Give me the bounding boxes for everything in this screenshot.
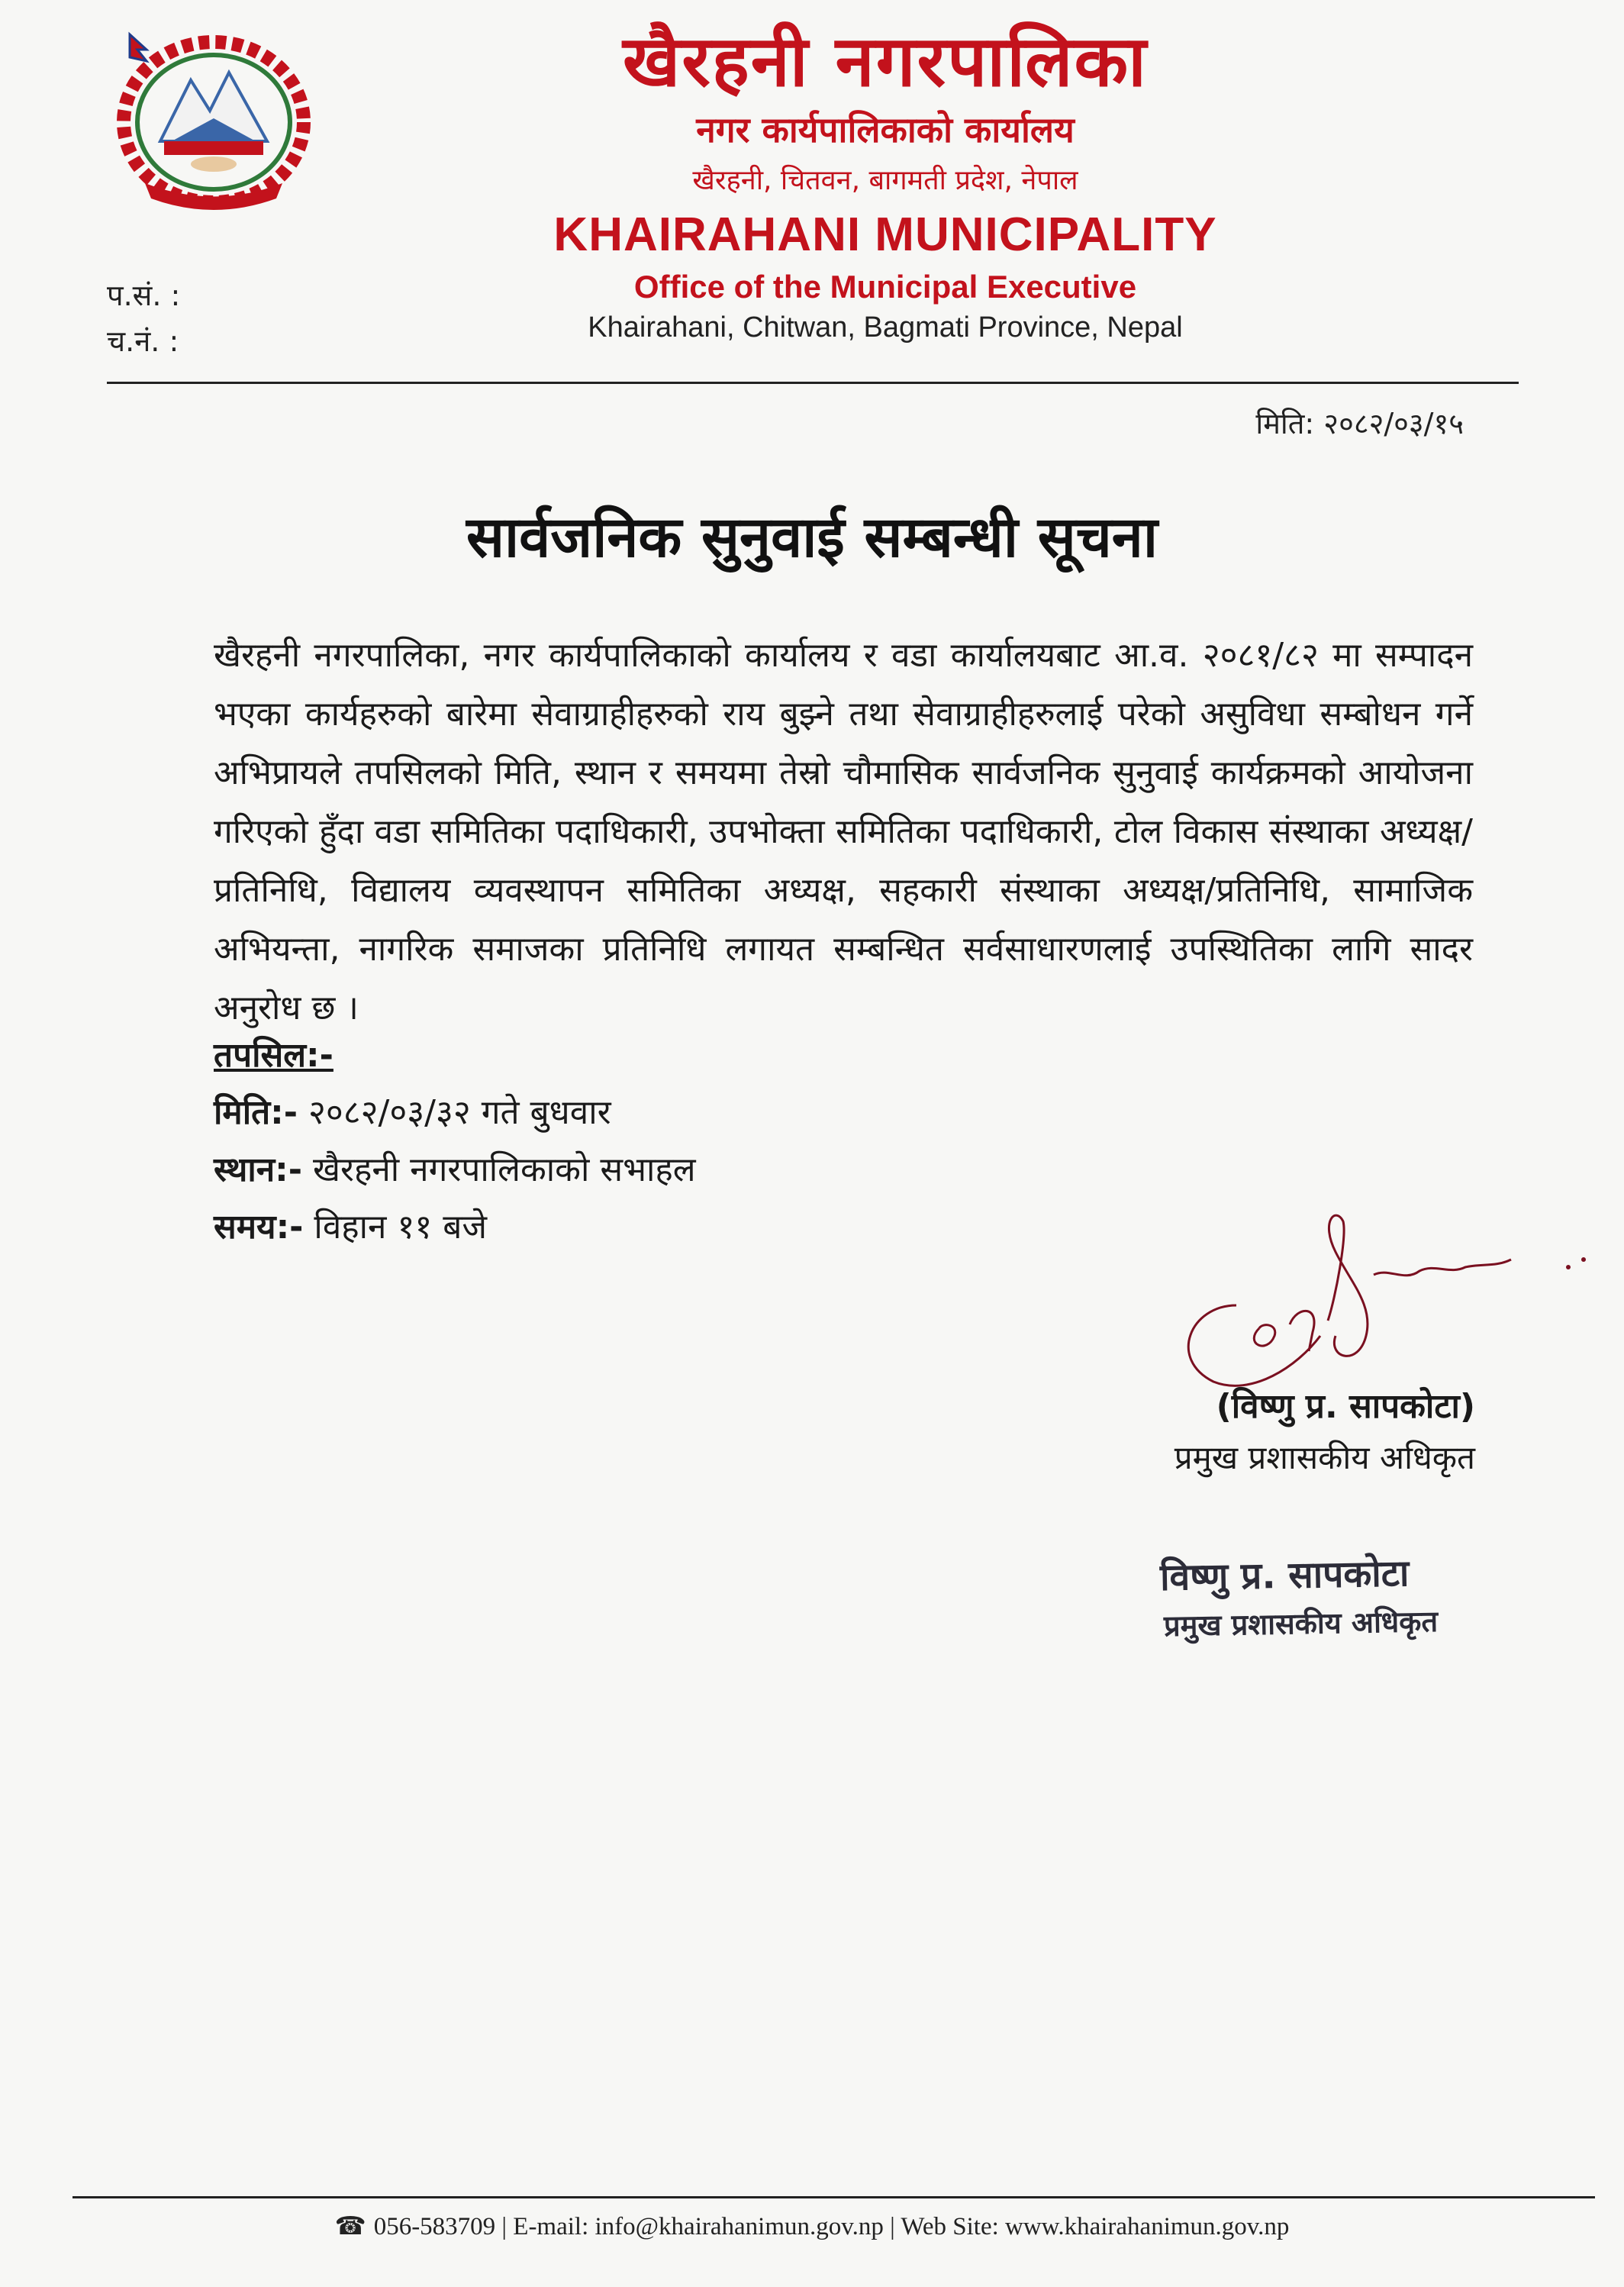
handwritten-signature	[1145, 1191, 1618, 1397]
footer-contact-text: 056-583709 | E-mail: info@khairahanimun.gov.np | Web Site: www.khairahanimun.gov.np	[373, 2213, 1290, 2240]
schedule-venue	[214, 1145, 696, 1191]
letter-number-label: प.सं. :	[107, 279, 181, 312]
address-english: Khairahani, Chitwan, Bagmati Province, Nepal	[588, 311, 1183, 344]
schedule-venue-value: खैरहनी नगरपालिकाको सभाहल	[302, 1150, 696, 1189]
municipality-name-english: KHAIRAHANI MUNICIPALITY	[553, 208, 1217, 261]
stamp-name: विष्णु प्र. सापकोटा	[1159, 1552, 1410, 1599]
office-name-nepali: नगर कार्यपालिकाको कार्यालय	[696, 109, 1075, 150]
office-name-english: Office of the Municipal Executive	[633, 269, 1137, 305]
header-divider	[107, 382, 1519, 384]
footer-divider	[72, 2196, 1595, 2198]
schedule-date-value: २०८२/०३/३२ गते बुधवार	[298, 1093, 611, 1132]
schedule-time-label: समय:-	[214, 1208, 304, 1247]
signatory-name: (विष्णु प्र. सापकोटा)	[1216, 1387, 1475, 1426]
schedule-time-value: विहान ११ बजे	[303, 1208, 487, 1247]
letter-date: मिति: २०८२/०३/१५	[1255, 407, 1464, 440]
stamp-title: प्रमुख प्रशासकीय अधिकृत	[1163, 1604, 1439, 1643]
schedule-date	[214, 1088, 611, 1134]
schedule-date-label: मिति:-	[214, 1093, 298, 1132]
nepal-emblem-icon	[99, 27, 328, 218]
address-nepali: खैरहनी, चितवन, बागमती प्रदेश, नेपाल	[692, 165, 1078, 196]
schedule-venue-label: स्थान:-	[214, 1150, 303, 1189]
municipality-name-nepali: खैरहनी नगरपालिका	[623, 21, 1148, 102]
signatory-title: प्रमुख प्रशासकीय अधिकृत	[1174, 1439, 1475, 1476]
phone-icon: ☎	[334, 2213, 366, 2240]
notice-body: खैरहनी नगरपालिका, नगर कार्यपालिकाको कार्यालय र वडा कार्यालयबाट आ.व. २०८१/८२ मा सम्पादन भएका कार्यहरुको बारेमा सेवाग्राहीहरुको राय बुझ्ने तथा सेवाग्राहीहरुलाई परेको असुविधा सम्बोधन गर्ने अभिप्रायले तपसिलको मिति, स्थान र समयमा तेस्रो चौमासिक सार्वजनिक सुनुवाई कार्यक्रमको आयोजना गरिएको हुँदा वडा समितिका पदाधिकारी, उपभोक्ता समितिका पदाधिकारी, टोल विकास संस्थाका अध्यक्ष/प्रतिनिधि, विद्यालय व्यवस्थापन समितिका अध्यक्ष, सहकारी संस्थाका अध्यक्ष/प्रतिनिधि, सामाजिक अभियन्ता, नागरिक समाजका प्रतिनिधि लगायत सम्बन्धित सर्वसाधारणलाई उपस्थितिका लागि सादर अनुरोध छ ।	[214, 636, 1473, 1027]
footer-contact	[0, 2211, 1624, 2241]
schedule-time	[214, 1202, 487, 1248]
notice-title: सार्वजनिक सुनुवाई सम्बन्धी सूचना	[466, 505, 1158, 570]
dispatch-number-label: च.नं. :	[107, 324, 179, 358]
schedule-heading: तपसिल:-	[214, 1036, 334, 1075]
